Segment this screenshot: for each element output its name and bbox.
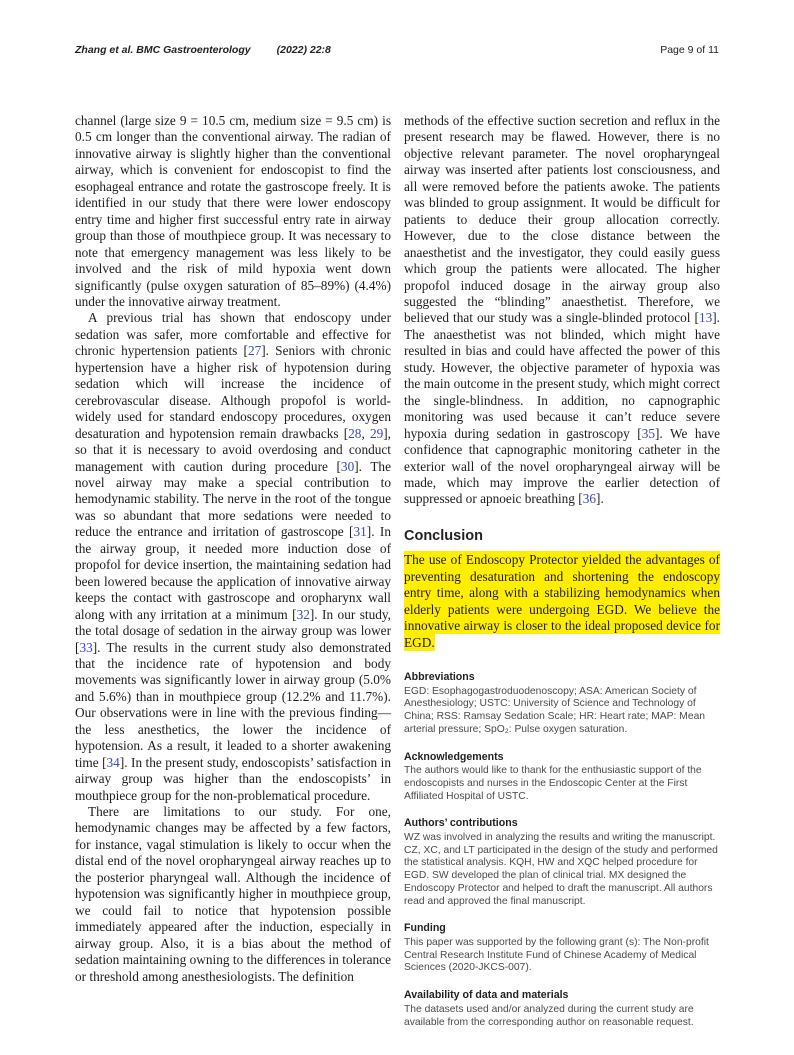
section-body: This paper was supported by the following grant (s): The Non-profit Central Research Institute Fund of Chinese Academy of Medical Sciences (2020-JKCS-007).	[404, 937, 709, 974]
section-heading: Authors’ contributions	[404, 817, 518, 830]
citation-link[interactable]: 31	[353, 524, 367, 540]
text-run: ]. The anaesthetist was not blinded, which might have resulted in bias and could have affected the power of this study. However, the objective parameter of hypoxia was the main outcome in the present study, which might correct the single-blindness. In addition, no capnographic monitoring was used because it can’t reduce severe hypoxia during sedation in gastroscopy [	[404, 310, 720, 441]
text-run: There are limitations to our study. For one, hemodynamic changes may be affected by a few factors, for instance, vagal stimulation is likely to occur when the distal end of the novel oropharyngeal airway reaches up to the posterior pharyngeal wall. Although the incidence of hypotension was significantly higher in mouthpiece group, we could fail to notice that hypotension possible immediately appeared after the induction, especially in airway group. Also, it is a bias about the method of sedation maintaining owning to the differences in tolerance or threshold among anesthesiologists. The definition	[75, 804, 391, 984]
citation-link[interactable]: 13	[698, 310, 713, 326]
left-column	[75, 113, 391, 985]
citation-link[interactable]: 28	[348, 425, 362, 441]
left-column-paragraphs	[75, 113, 391, 985]
citation-link[interactable]: 36	[582, 491, 597, 507]
backmatter-section	[404, 751, 720, 804]
right-column	[404, 113, 720, 1043]
section-body: EGD: Esophagogastroduodenoscopy; ASA: American Society of Anesthesiology; USTC: University of Science and Technology of China; RSS: Ramsay Sedation Scale; HR: Heart rate; MAP: Mean arterial pressure; SpO₂: Pulse oxygen saturation.	[404, 685, 706, 735]
citation-link[interactable]: 27	[247, 343, 262, 359]
text-run: ], so that it is necessary to avoid overdosing and conduct management with caution during procedure [	[75, 425, 391, 474]
conclusion-heading: Conclusion	[404, 527, 483, 544]
backmatter-section	[404, 989, 720, 1029]
running-header	[75, 44, 719, 56]
backmatter-section	[404, 671, 720, 737]
paragraph	[75, 804, 391, 985]
section-body: The authors would like to thank for the enthusiastic support of the endoscopists and nurses in the Endoscopic Center at the First Affiliated Hospital of USTC.	[404, 765, 702, 802]
citation-link[interactable]: 35	[641, 425, 655, 441]
text-run: methods of the effective suction secretion and reflux in the present research may be flawed. However, there is no objective relevant parameter. The novel oropharyngeal airway was inserted after patients lost consciousness, and all were removed before the patients awoke. The patients was blinded to group assignment. It would be difficult for patients to deduce their group allocation correctly. However, due to the close distance between the anaesthetist and the investigator, they could easily guess which group the patients were allocated. The higher propofol induced dosage in the airway group also suggested the “blinding” anaesthetist. Therefore, we believed that our study was a single-blinded protocol [	[404, 113, 720, 326]
backmatter	[404, 671, 720, 1029]
section-heading: Funding	[404, 922, 446, 935]
backmatter-section	[404, 817, 720, 908]
right-column-paragraphs	[404, 113, 720, 508]
text-run: ]. We have confidence that capnographic monitoring catheter in the exterior wall of the novel oropharyngeal airway will be made, which may improve the earlier detection of suppressed or apnoeic breathing [	[404, 425, 720, 507]
issue-info: (2022) 22:8	[276, 44, 331, 56]
backmatter-section	[404, 922, 720, 975]
text-run: ]. In the present study, endoscopists’ satisfaction in airway group was higher than the endoscopists’ in mouthpiece group for the non-problematical procedure.	[75, 754, 391, 803]
section-heading: Abbreviations	[404, 671, 475, 684]
text-run: A previous trial has shown that endoscopy under sedation was safer, more comfortable and effective for chronic hypertension patients [	[75, 310, 391, 359]
text-run: ]. The results in the current study also demonstrated that the incidence rate of hypotension and body movements was significantly lower in airway group (5.0% and 5.6%) than in mouthpiece group (12.2% and 11.7%). Our observations were in line with the previous finding—the less anesthetics, the lower the incidence of hypotension. As a result, it leaded to a shorter awakening time [	[75, 639, 391, 770]
journal-running-title: Zhang et al. BMC Gastroenterology	[75, 44, 251, 56]
text-run: ]. The novel airway may make a special contribution to hemodynamic stability. The nerve in the root of the tongue was so abundant that more sedations were needed to reduce the entrance and irritation of gastroscope [	[75, 458, 391, 540]
highlighted-text: The use of Endoscopy Protector yielded the advantages of preventing desaturation and shortening the endoscopy entry time, along with a stabilizing hemodynamics when elderly patients were undergoing EGD. We believe the innovative airway is closer to the ideal proposed device for EGD.	[404, 552, 720, 650]
conclusion-paragraph	[404, 552, 720, 651]
citation-link[interactable]: 32	[296, 606, 310, 622]
section-heading: Acknowledgements	[404, 750, 504, 763]
running-title-group	[75, 44, 331, 56]
page-number: Page 9 of 11	[660, 44, 719, 56]
citation-link[interactable]: 33	[79, 639, 93, 655]
text-run: ]. In the airway group, it needed more induction dose of propofol for device insertion, the maintaining sedation had been lowered because the application of innovative airway keeps the contact with gastroscope and oropharynx wall along with any irritation at a minimum [	[75, 524, 391, 622]
citation-link[interactable]: 34	[106, 754, 120, 770]
text-run: ]. Seniors with chronic hypertension have a higher risk of hypotension during sedation which will increase the incidence of cerebrovascular disease. Although propofol is world-widely used for standard endoscopy procedures, oxygen desaturation and hypotension remain drawbacks [	[75, 343, 391, 441]
text-run: channel (large size 9 = 10.5 cm, medium size = 9.5 cm) is 0.5 cm longer than the conventional airway. The radian of innovative airway is slightly higher than the conventional airway, which is convenient for endoscopist to find the esophageal entrance and rotate the gastroscope freely. It is identified in our study that there were lower endoscopy entry time and higher first successful entry rate in airway group than those of mouthpiece group. It was necessary to note that emergency management was less likely to be involved and the risk of mild hypoxia went down significantly (pulse oxygen saturation of 85–89%) (4.4%) under the innovative airway treatment.	[75, 113, 391, 309]
paragraph	[404, 113, 720, 508]
citation-link[interactable]: 30	[340, 458, 355, 474]
section-body: WZ was involved in analyzing the results and writing the manuscript. CZ, XC, and LT participated in the design of the study and performed the statistical analysis. KQH, HW and XQC helped procedure for EGD. SW developed the plan of clinical trial. MX designed the Endoscopy Protector and helped to draft the manuscript. All authors read and approved the final manuscript.	[404, 832, 718, 907]
text-run: ].	[596, 491, 604, 507]
paragraph	[75, 113, 391, 310]
section-heading: Availability of data and materials	[404, 989, 569, 1002]
paragraph	[75, 310, 391, 804]
citation-link[interactable]: 29	[369, 425, 384, 441]
text-run: ,	[361, 425, 370, 441]
text-run: ]. In our study, the total dosage of sedation in the airway group was lower [	[75, 606, 391, 655]
section-body: The datasets used and/or analyzed during the current study are available from the corresponding author on reasonable request.	[404, 1003, 694, 1028]
